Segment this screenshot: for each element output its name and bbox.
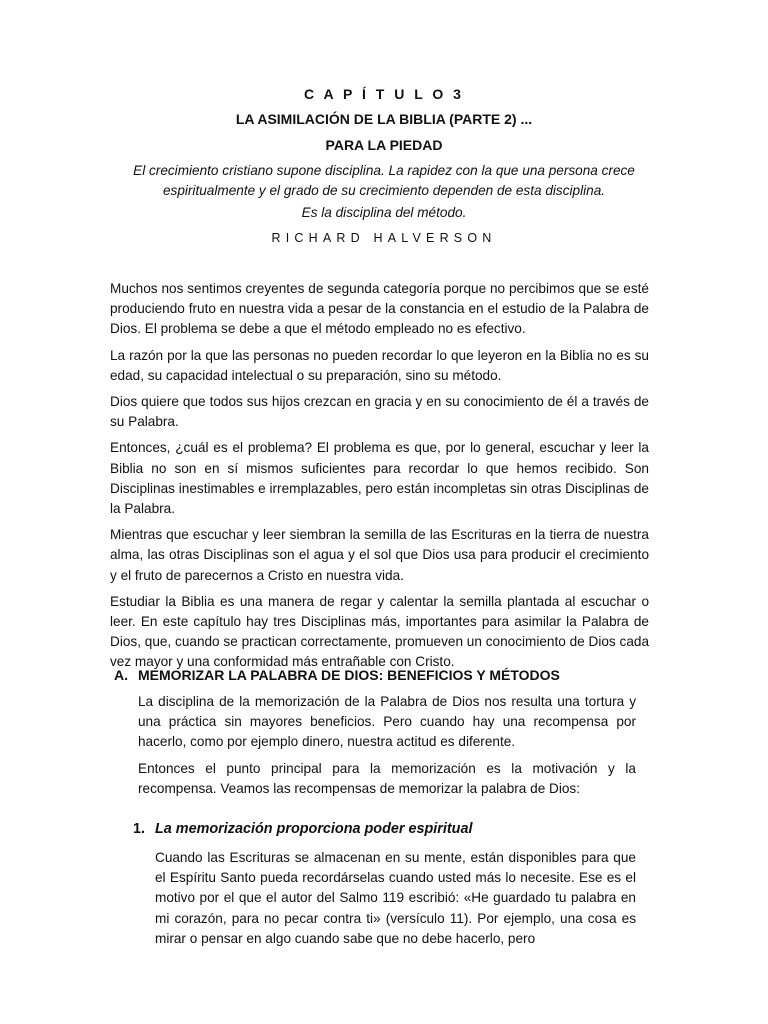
epigraph-quote-closing: Es la disciplina del método. [301,205,467,220]
intro-paragraph: Estudiar la Biblia es una manera de regar y calentar la semilla plantada al escuchar o leer. En este capítulo hay tres Disciplinas más, importantes para asimilar la Palabra de Dios, que, cuando se practican correctamente, promueven un conocimiento de Dios cada vez mayor y una conformidad más entrañable con Cristo. [110,593,649,670]
subsection-1-paragraph: Cuando las Escrituras se almacenan en su mente, están disponibles para que el Espíritu Santo pueda recordárselas cuando usted más lo necesite. Ese es el motivo por el que el autor del Salmo 119 escribió: «He guardado tu palabra en mi corazón, para no pecar contra ti» (versículo 11). Por ejemplo, una cosa es mirar o pensar en algo cuando sabe que no debe hacerlo, pero [155,850,636,946]
intro-body [110,279,649,679]
intro-paragraph: Mientras que escuchar y leer siembran la semilla de las Escrituras en la tierra de nuestra alma, las otras Disciplinas son el agua y el sol que Dios usa para producir el crecimiento y el fruto de parecernos a Cristo en nuestra vida. [110,527,649,583]
chapter-label: C A P Í T U L O 3 [304,86,464,102]
section-a-paragraph: Entonces el punto principal para la memorización es la motivación y la recompensa. Veamos las recompensas de memorizar la palabra de Dios: [138,760,636,796]
epigraph-quote: El crecimiento cristiano supone disciplina. La rapidez con la que una persona crece espiritualmente y el grado de su crecimiento dependen de esta disciplina. [133,163,635,198]
epigraph-author: RICHARD HALVERSON [271,231,497,245]
subsection-1-body [155,848,636,949]
subsection-1-number: 1. [133,821,146,837]
chapter-title: LA ASIMILACIÓN DE LA BIBLIA (PARTE 2) ... [235,111,533,127]
intro-paragraph: Muchos nos sentimos creyentes de segunda categoría porque no percibimos que se esté produciendo fruto en nuestra vida a pesar de la constancia en el estudio de la Palabra de Dios. El problema se debe a que el método empleado no es efectivo. [110,281,649,337]
intro-paragraph: Dios quiere que todos sus hijos crezcan en gracia y en su conocimiento de él a través de su Palabra. [110,394,649,430]
intro-paragraph: Entonces, ¿cuál es el problema? El problema es que, por lo general, escuchar y leer la Biblia no son en sí mismos suficientes para recordar lo que hemos recibido. Son Disciplinas inestimables e irremplazables, pero están incompletas sin otras Disciplinas de la Palabra. [110,440,649,517]
section-a-letter: A. [114,667,128,683]
section-a-body [138,692,636,805]
subsection-1-title: La memorización proporciona poder espiritual [155,821,473,837]
section-a-paragraph: La disciplina de la memorización de la Palabra de Dios nos resulta una tortura y una práctica sin mayores beneficios. Pero cuando hay una recompensa por hacerlo, como por ejemplo dinero, nuestra actitud es diferente. [138,694,636,750]
chapter-subtitle: PARA LA PIEDAD [325,137,443,153]
intro-paragraph: La razón por la que las personas no pueden recordar lo que leyeron en la Biblia no es su edad, su capacidad intelectual o su preparación, sino su método. [110,347,649,383]
section-a-title: MEMORIZAR LA PALABRA DE DIOS: BENEFICIOS Y MÉTODOS [138,667,560,683]
section-a-heading [114,667,654,683]
subsection-1-heading [133,821,653,837]
